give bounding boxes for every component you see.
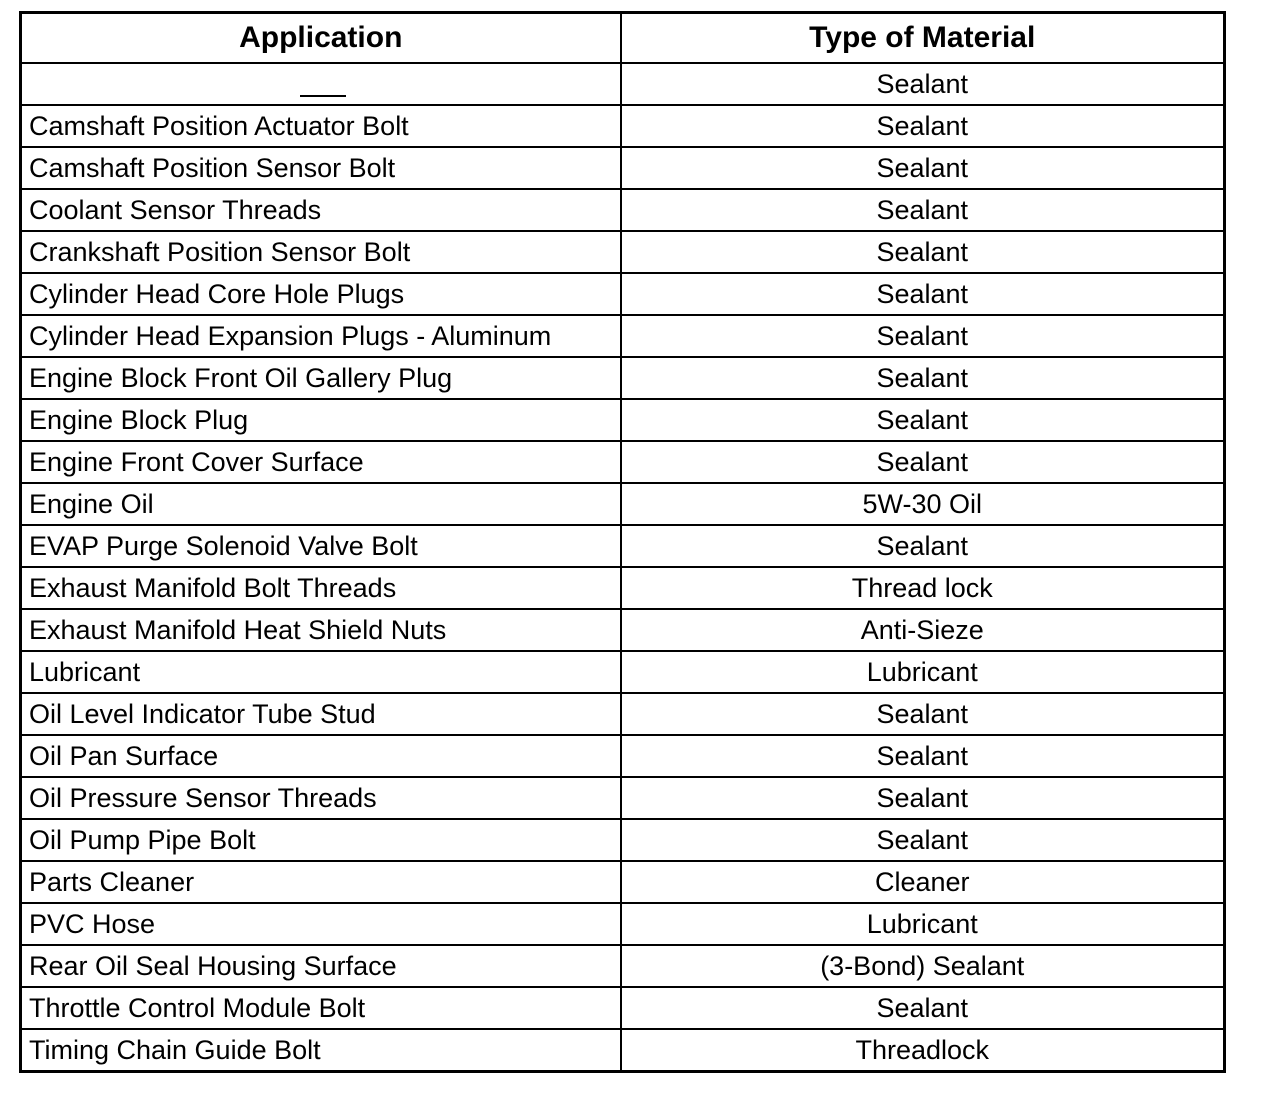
material-cell: Sealant [621, 441, 1225, 483]
application-cell-blank [21, 63, 621, 105]
table-row [21, 693, 1225, 735]
material-cell: Sealant [621, 315, 1225, 357]
header-material: Type of Material [621, 13, 1225, 64]
table-row [21, 63, 1225, 105]
application-cell: Timing Chain Guide Bolt [21, 1029, 621, 1072]
application-cell: PVC Hose [21, 903, 621, 945]
material-cell: Threadlock [621, 1029, 1225, 1072]
table-row [21, 231, 1225, 273]
material-cell: 5W-30 Oil [621, 483, 1225, 525]
material-cell: Sealant [621, 189, 1225, 231]
application-cell: Cylinder Head Expansion Plugs - Aluminum [21, 315, 621, 357]
table-row [21, 357, 1225, 399]
header-row [21, 13, 1225, 64]
table-row [21, 819, 1225, 861]
table-row [21, 735, 1225, 777]
table-row [21, 399, 1225, 441]
table-row [21, 861, 1225, 903]
material-cell: Sealant [621, 63, 1225, 105]
table-row [21, 441, 1225, 483]
material-cell: Sealant [621, 231, 1225, 273]
table-row [21, 315, 1225, 357]
table-row [21, 105, 1225, 147]
material-cell: (3-Bond) Sealant [621, 945, 1225, 987]
application-cell: Coolant Sensor Threads [21, 189, 621, 231]
application-cell: Oil Level Indicator Tube Stud [21, 693, 621, 735]
table-row [21, 651, 1225, 693]
application-cell: Oil Pan Surface [21, 735, 621, 777]
table-row [21, 147, 1225, 189]
material-cell: Sealant [621, 819, 1225, 861]
application-cell: Camshaft Position Actuator Bolt [21, 105, 621, 147]
application-cell: Engine Oil [21, 483, 621, 525]
materials-table [19, 11, 1226, 1073]
table-row [21, 483, 1225, 525]
material-cell: Sealant [621, 105, 1225, 147]
table-row [21, 609, 1225, 651]
table-row [21, 903, 1225, 945]
material-cell: Sealant [621, 525, 1225, 567]
application-cell: Oil Pressure Sensor Threads [21, 777, 621, 819]
material-cell: Sealant [621, 399, 1225, 441]
material-cell: Sealant [621, 357, 1225, 399]
application-cell: Parts Cleaner [21, 861, 621, 903]
material-cell: Sealant [621, 987, 1225, 1029]
application-cell: Camshaft Position Sensor Bolt [21, 147, 621, 189]
table-row [21, 567, 1225, 609]
material-cell: Lubricant [621, 903, 1225, 945]
material-cell: Sealant [621, 273, 1225, 315]
material-cell: Anti-Sieze [621, 609, 1225, 651]
application-cell: Engine Front Cover Surface [21, 441, 621, 483]
application-cell: Exhaust Manifold Heat Shield Nuts [21, 609, 621, 651]
table-row [21, 273, 1225, 315]
application-cell: Rear Oil Seal Housing Surface [21, 945, 621, 987]
application-cell: Crankshaft Position Sensor Bolt [21, 231, 621, 273]
application-cell: Engine Block Front Oil Gallery Plug [21, 357, 621, 399]
material-cell: Sealant [621, 735, 1225, 777]
application-cell: Engine Block Plug [21, 399, 621, 441]
table-row [21, 945, 1225, 987]
material-cell: Sealant [621, 777, 1225, 819]
material-cell: Cleaner [621, 861, 1225, 903]
application-cell: Oil Pump Pipe Bolt [21, 819, 621, 861]
material-cell: Sealant [621, 147, 1225, 189]
application-cell: Lubricant [21, 651, 621, 693]
material-cell: Lubricant [621, 651, 1225, 693]
table-row [21, 525, 1225, 567]
table-row [21, 777, 1225, 819]
blank-underline [300, 95, 346, 97]
application-cell: Cylinder Head Core Hole Plugs [21, 273, 621, 315]
table-row [21, 987, 1225, 1029]
material-cell: Thread lock [621, 567, 1225, 609]
application-cell: EVAP Purge Solenoid Valve Bolt [21, 525, 621, 567]
application-cell: Throttle Control Module Bolt [21, 987, 621, 1029]
header-application: Application [21, 13, 621, 64]
table-row [21, 189, 1225, 231]
material-cell: Sealant [621, 693, 1225, 735]
table-row [21, 1029, 1225, 1072]
application-cell: Exhaust Manifold Bolt Threads [21, 567, 621, 609]
